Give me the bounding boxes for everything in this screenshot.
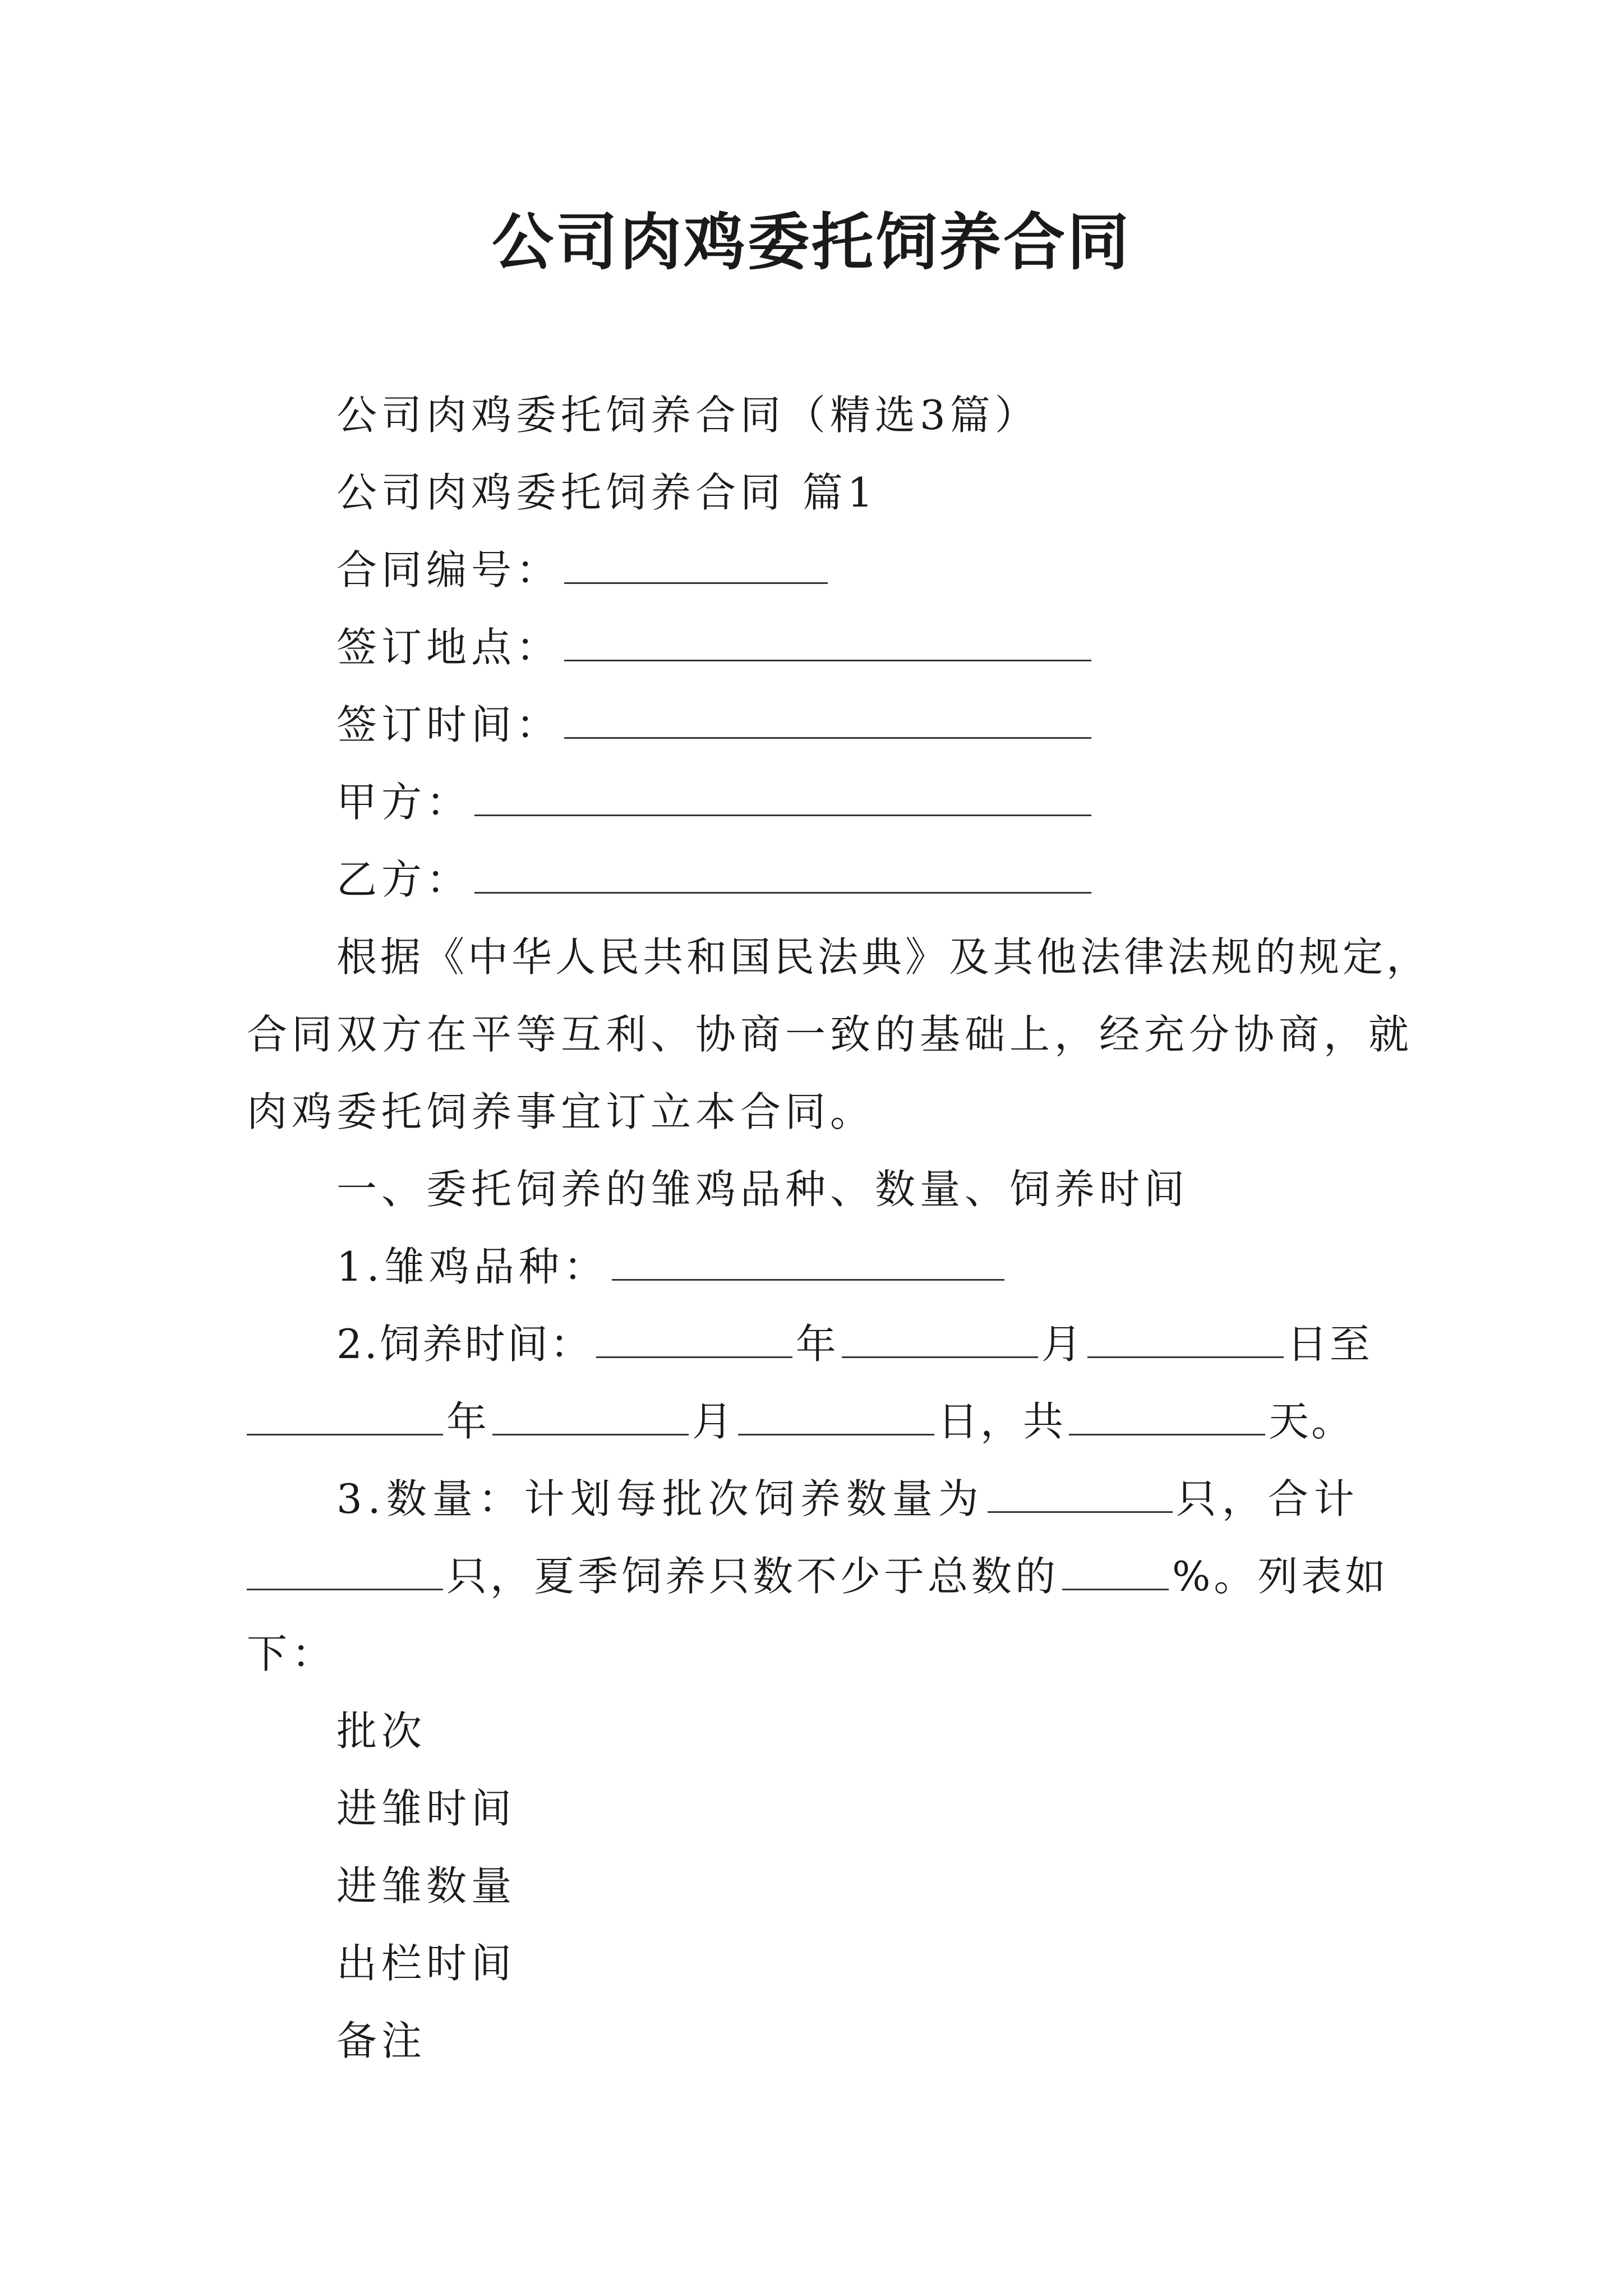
start-year-unit: 年: [795, 1320, 838, 1368]
sign-place-label: 签订地点：: [336, 624, 561, 671]
sign-place-field: [336, 619, 1095, 675]
section-heading: 公司肉鸡委托饲养合同 篇1: [336, 469, 878, 516]
percent-blank: [1062, 1549, 1169, 1590]
quantity-label: 3.数量：计划每批次饲养数量为: [336, 1475, 984, 1522]
sign-time-blank: [564, 698, 1091, 739]
table-header-chick-in-time: 进雏时间: [336, 1785, 517, 1832]
party-b-field: [336, 852, 1095, 908]
intro-line-3: 肉鸡委托饲养事宜订立本合同。: [247, 1088, 875, 1135]
days-end: 天。: [1269, 1398, 1354, 1445]
intro-line-2: 合同双方在平等互利、协商一致的基础上，经充分协商，就: [247, 1011, 1414, 1058]
total-quantity-blank: [247, 1549, 443, 1590]
start-month-unit: 月: [1041, 1320, 1084, 1368]
start-year-blank: [596, 1317, 792, 1358]
end-month-blank: [492, 1395, 689, 1435]
percent-tail: %。列表如: [1172, 1553, 1389, 1600]
clause-1-heading: 一、委托饲养的雏鸡品种、数量、饲养时间: [336, 1166, 1189, 1213]
end-year-unit: 年: [446, 1398, 490, 1445]
subtitle: 公司肉鸡委托饲养合同（精选3篇）: [336, 392, 1040, 439]
quantity-total-text: 只，合计: [1175, 1475, 1360, 1522]
table-header-batch: 批次: [336, 1708, 427, 1755]
party-b-label: 乙方：: [336, 856, 472, 903]
party-a-label: 甲方：: [336, 779, 472, 826]
party-a-blank: [474, 775, 1091, 816]
end-day-blank: [738, 1395, 934, 1435]
quantity-line-1: [336, 1471, 1360, 1527]
contract-no-blank: [564, 543, 828, 584]
intro-line-1: 根据《中华人民共和国民法典》及其他法律法规的规定，: [336, 933, 1431, 981]
period-line-2: [247, 1393, 1354, 1450]
breed-blank: [612, 1240, 1004, 1281]
sign-place-blank: [564, 620, 1091, 661]
document-title: 公司肉鸡委托饲养合同: [492, 206, 1131, 278]
sign-time-field: [336, 697, 1095, 753]
end-day-unit: 日，共: [938, 1398, 1066, 1445]
end-month-unit: 月: [692, 1398, 735, 1445]
table-header-out-time: 出栏时间: [336, 1940, 517, 1987]
breed-label: 1.雏鸡品种：: [336, 1243, 608, 1290]
period-label: 2.饲养时间：: [336, 1320, 593, 1368]
end-year-blank: [247, 1395, 443, 1435]
batch-quantity-blank: [988, 1472, 1173, 1513]
contract-no-label: 合同编号：: [336, 546, 561, 593]
sign-time-label: 签订时间：: [336, 701, 561, 748]
start-day-blank: [1087, 1317, 1284, 1358]
table-header-remarks: 备注: [336, 2017, 427, 2064]
total-days-blank: [1069, 1395, 1265, 1435]
period-line-1: [336, 1316, 1372, 1372]
contract-no-field: [336, 542, 831, 598]
table-header-chick-in-quantity: 进雏数量: [336, 1862, 517, 1910]
breed-field: [336, 1239, 1008, 1295]
quantity-line-3: 下：: [247, 1630, 337, 1677]
summer-quantity-text: 只，夏季饲养只数不少于总数的: [446, 1553, 1059, 1600]
start-day-unit: 日至: [1287, 1320, 1372, 1368]
party-b-blank: [474, 853, 1091, 894]
quantity-line-2: [247, 1548, 1389, 1604]
party-a-field: [336, 774, 1095, 830]
start-month-blank: [842, 1317, 1038, 1358]
